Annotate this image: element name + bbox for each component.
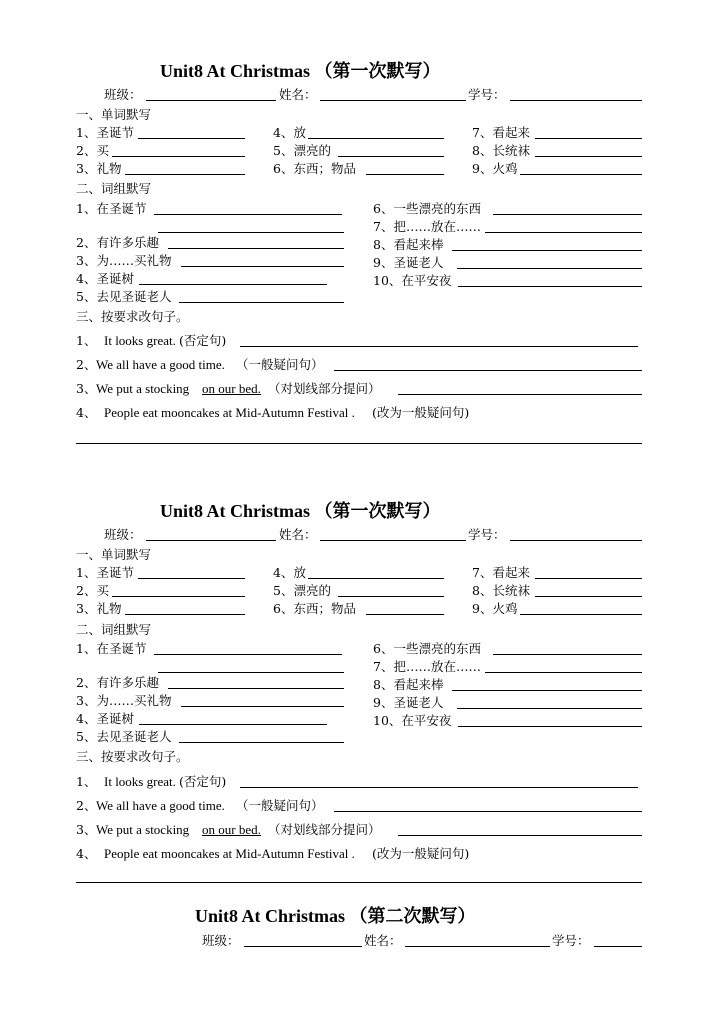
phrase-blank[interactable] (485, 232, 642, 233)
answer-line[interactable] (240, 787, 638, 788)
word-item: 3、礼物 (76, 161, 122, 176)
sentence-number: 1、 (76, 774, 97, 789)
class-blank[interactable] (244, 946, 362, 947)
phrase-item: 6、一些漂亮的东西 (373, 201, 481, 216)
id-blank[interactable] (510, 100, 642, 101)
sentence-requirement: (否定句) (179, 774, 227, 789)
underlined-phrase: on our bed. (202, 381, 261, 396)
word-item: 4、放 (273, 565, 306, 580)
word-item: 6、东西；物品 (273, 161, 356, 176)
sentence-requirement: （一般疑问句） (236, 798, 324, 813)
word-blank[interactable] (138, 578, 245, 579)
word-blank[interactable] (112, 156, 245, 157)
sentence-text: It looks great. (104, 774, 176, 789)
sentence-text: We put a stocking (96, 381, 190, 396)
sentence-requirement: (改为一般疑问句) (372, 846, 470, 861)
word-item: 2、买 (76, 143, 109, 158)
phrase-item: 3、为……买礼物 (76, 253, 172, 268)
phrase-item: 3、为……买礼物 (76, 693, 172, 708)
word-item: 5、漂亮的 (273, 583, 331, 598)
phrase-blank[interactable] (457, 708, 642, 709)
word-blank[interactable] (138, 138, 245, 139)
sentence-number: 3、 (76, 381, 97, 396)
word-item: 9、火鸡 (472, 161, 518, 176)
phrase-blank[interactable] (158, 672, 344, 673)
sentence-number: 3、 (76, 822, 97, 837)
phrase-blank[interactable] (168, 688, 344, 689)
section-title: Unit8 At Christmas （第二次默写） (195, 906, 476, 926)
name-blank[interactable] (320, 100, 466, 101)
word-blank[interactable] (520, 174, 642, 175)
word-blank[interactable] (125, 174, 245, 175)
word-item: 7、看起来 (472, 125, 530, 140)
class-label: 班级： (202, 933, 240, 948)
sentence-number: 4、 (76, 405, 97, 420)
part3-heading: 三、按要求改句子。 (76, 749, 189, 764)
word-blank[interactable] (535, 138, 642, 139)
phrase-item: 5、去见圣诞老人 (76, 729, 172, 744)
name-label: 姓名： (279, 87, 317, 102)
word-item: 4、放 (273, 125, 306, 140)
word-item: 8、长统袜 (472, 143, 530, 158)
phrase-item: 5、去见圣诞老人 (76, 289, 172, 304)
class-label: 班级： (104, 87, 142, 102)
part1-heading: 一、单词默写 (76, 547, 152, 562)
word-blank[interactable] (366, 174, 444, 175)
word-item: 6、东西；物品 (273, 601, 356, 616)
class-blank[interactable] (146, 100, 276, 101)
phrase-item: 10、在平安夜 (373, 273, 452, 288)
sentence-number: 2、 (76, 357, 97, 372)
word-blank[interactable] (308, 578, 444, 579)
name-blank[interactable] (320, 540, 466, 541)
phrase-item: 1、在圣诞节 (76, 641, 147, 656)
phrase-item: 2、有许多乐趣 (76, 235, 159, 250)
sentence-text: It looks great. (104, 333, 176, 348)
phrase-blank[interactable] (457, 268, 642, 269)
phrase-blank[interactable] (154, 654, 342, 655)
phrase-item: 9、圣诞老人 (373, 255, 444, 270)
section-title: Unit8 At Christmas （第一次默写） (160, 501, 441, 521)
answer-line[interactable] (334, 811, 642, 812)
id-blank[interactable] (510, 540, 642, 541)
answer-line[interactable] (240, 346, 638, 347)
phrase-item: 9、圣诞老人 (373, 695, 444, 710)
sentence-text: We all have a good time. (96, 798, 225, 813)
word-item: 5、漂亮的 (273, 143, 331, 158)
phrase-item: 6、一些漂亮的东西 (373, 641, 481, 656)
phrase-blank[interactable] (485, 672, 642, 673)
phrase-item: 2、有许多乐趣 (76, 675, 159, 690)
phrase-blank[interactable] (458, 286, 642, 287)
phrase-item: 4、圣诞树 (76, 711, 134, 726)
phrase-item: 8、看起来棒 (373, 237, 444, 252)
sentence-text: We put a stocking (96, 822, 190, 837)
phrase-blank[interactable] (179, 302, 344, 303)
id-label: 学号： (468, 527, 506, 542)
word-blank[interactable] (535, 156, 642, 157)
word-blank[interactable] (520, 614, 642, 615)
section-title: Unit8 At Christmas （第一次默写） (160, 61, 441, 81)
sentence-number: 1、 (76, 333, 97, 348)
word-item: 2、买 (76, 583, 109, 598)
phrase-blank[interactable] (139, 284, 327, 285)
sentence-requirement: (改为一般疑问句) (372, 405, 470, 420)
class-label: 班级： (104, 527, 142, 542)
answer-line[interactable] (398, 835, 642, 836)
answer-line[interactable] (398, 394, 642, 395)
word-blank[interactable] (366, 614, 444, 615)
phrase-blank[interactable] (154, 214, 342, 215)
phrase-blank[interactable] (452, 690, 642, 691)
phrase-blank[interactable] (493, 654, 642, 655)
phrase-blank[interactable] (158, 232, 344, 233)
phrase-blank[interactable] (458, 726, 642, 727)
name-label: 姓名： (364, 933, 402, 948)
id-blank[interactable] (594, 946, 642, 947)
phrase-blank[interactable] (493, 214, 642, 215)
phrase-blank[interactable] (452, 250, 642, 251)
sentence-requirement: （一般疑问句） (236, 357, 324, 372)
class-blank[interactable] (146, 540, 276, 541)
part2-heading: 二、词组默写 (76, 181, 152, 196)
sentence-number: 4、 (76, 846, 97, 861)
phrase-item: 8、看起来棒 (373, 677, 444, 692)
word-item: 1、圣诞节 (76, 565, 134, 580)
word-blank[interactable] (338, 596, 444, 597)
word-blank[interactable] (308, 138, 444, 139)
word-blank[interactable] (125, 614, 245, 615)
phrase-blank[interactable] (168, 248, 344, 249)
sentence-text: People eat mooncakes at Mid-Autumn Festival . (104, 405, 355, 420)
phrase-blank[interactable] (181, 706, 344, 707)
name-blank[interactable] (405, 946, 550, 947)
word-item: 1、圣诞节 (76, 125, 134, 140)
phrase-item: 7、把……放在…… (373, 219, 481, 234)
sentence-requirement: (否定句) (179, 333, 227, 348)
word-blank[interactable] (338, 156, 444, 157)
phrase-item: 7、把……放在…… (373, 659, 481, 674)
answer-line[interactable] (76, 882, 642, 883)
phrase-blank[interactable] (179, 742, 344, 743)
word-item: 8、长统袜 (472, 583, 530, 598)
part2-heading: 二、词组默写 (76, 622, 152, 637)
part3-heading: 三、按要求改句子。 (76, 309, 189, 324)
name-label: 姓名： (279, 527, 317, 542)
answer-line[interactable] (334, 370, 642, 371)
word-blank[interactable] (535, 578, 642, 579)
phrase-blank[interactable] (139, 724, 327, 725)
phrase-blank[interactable] (181, 266, 344, 267)
phrase-item: 10、在平安夜 (373, 713, 452, 728)
underlined-phrase: on our bed. (202, 822, 261, 837)
sentence-number: 2、 (76, 798, 97, 813)
word-item: 3、礼物 (76, 601, 122, 616)
answer-line[interactable] (76, 443, 642, 444)
phrase-item: 1、在圣诞节 (76, 201, 147, 216)
id-label: 学号： (552, 933, 590, 948)
phrase-item: 4、圣诞树 (76, 271, 134, 286)
sentence-requirement: （对划线部分提问） (268, 822, 381, 837)
word-blank[interactable] (535, 596, 642, 597)
part1-heading: 一、单词默写 (76, 107, 152, 122)
word-blank[interactable] (112, 596, 245, 597)
id-label: 学号： (468, 87, 506, 102)
sentence-text: People eat mooncakes at Mid-Autumn Festival . (104, 846, 355, 861)
sentence-requirement: （对划线部分提问） (268, 381, 381, 396)
word-item: 7、看起来 (472, 565, 530, 580)
word-item: 9、火鸡 (472, 601, 518, 616)
sentence-text: We all have a good time. (96, 357, 225, 372)
